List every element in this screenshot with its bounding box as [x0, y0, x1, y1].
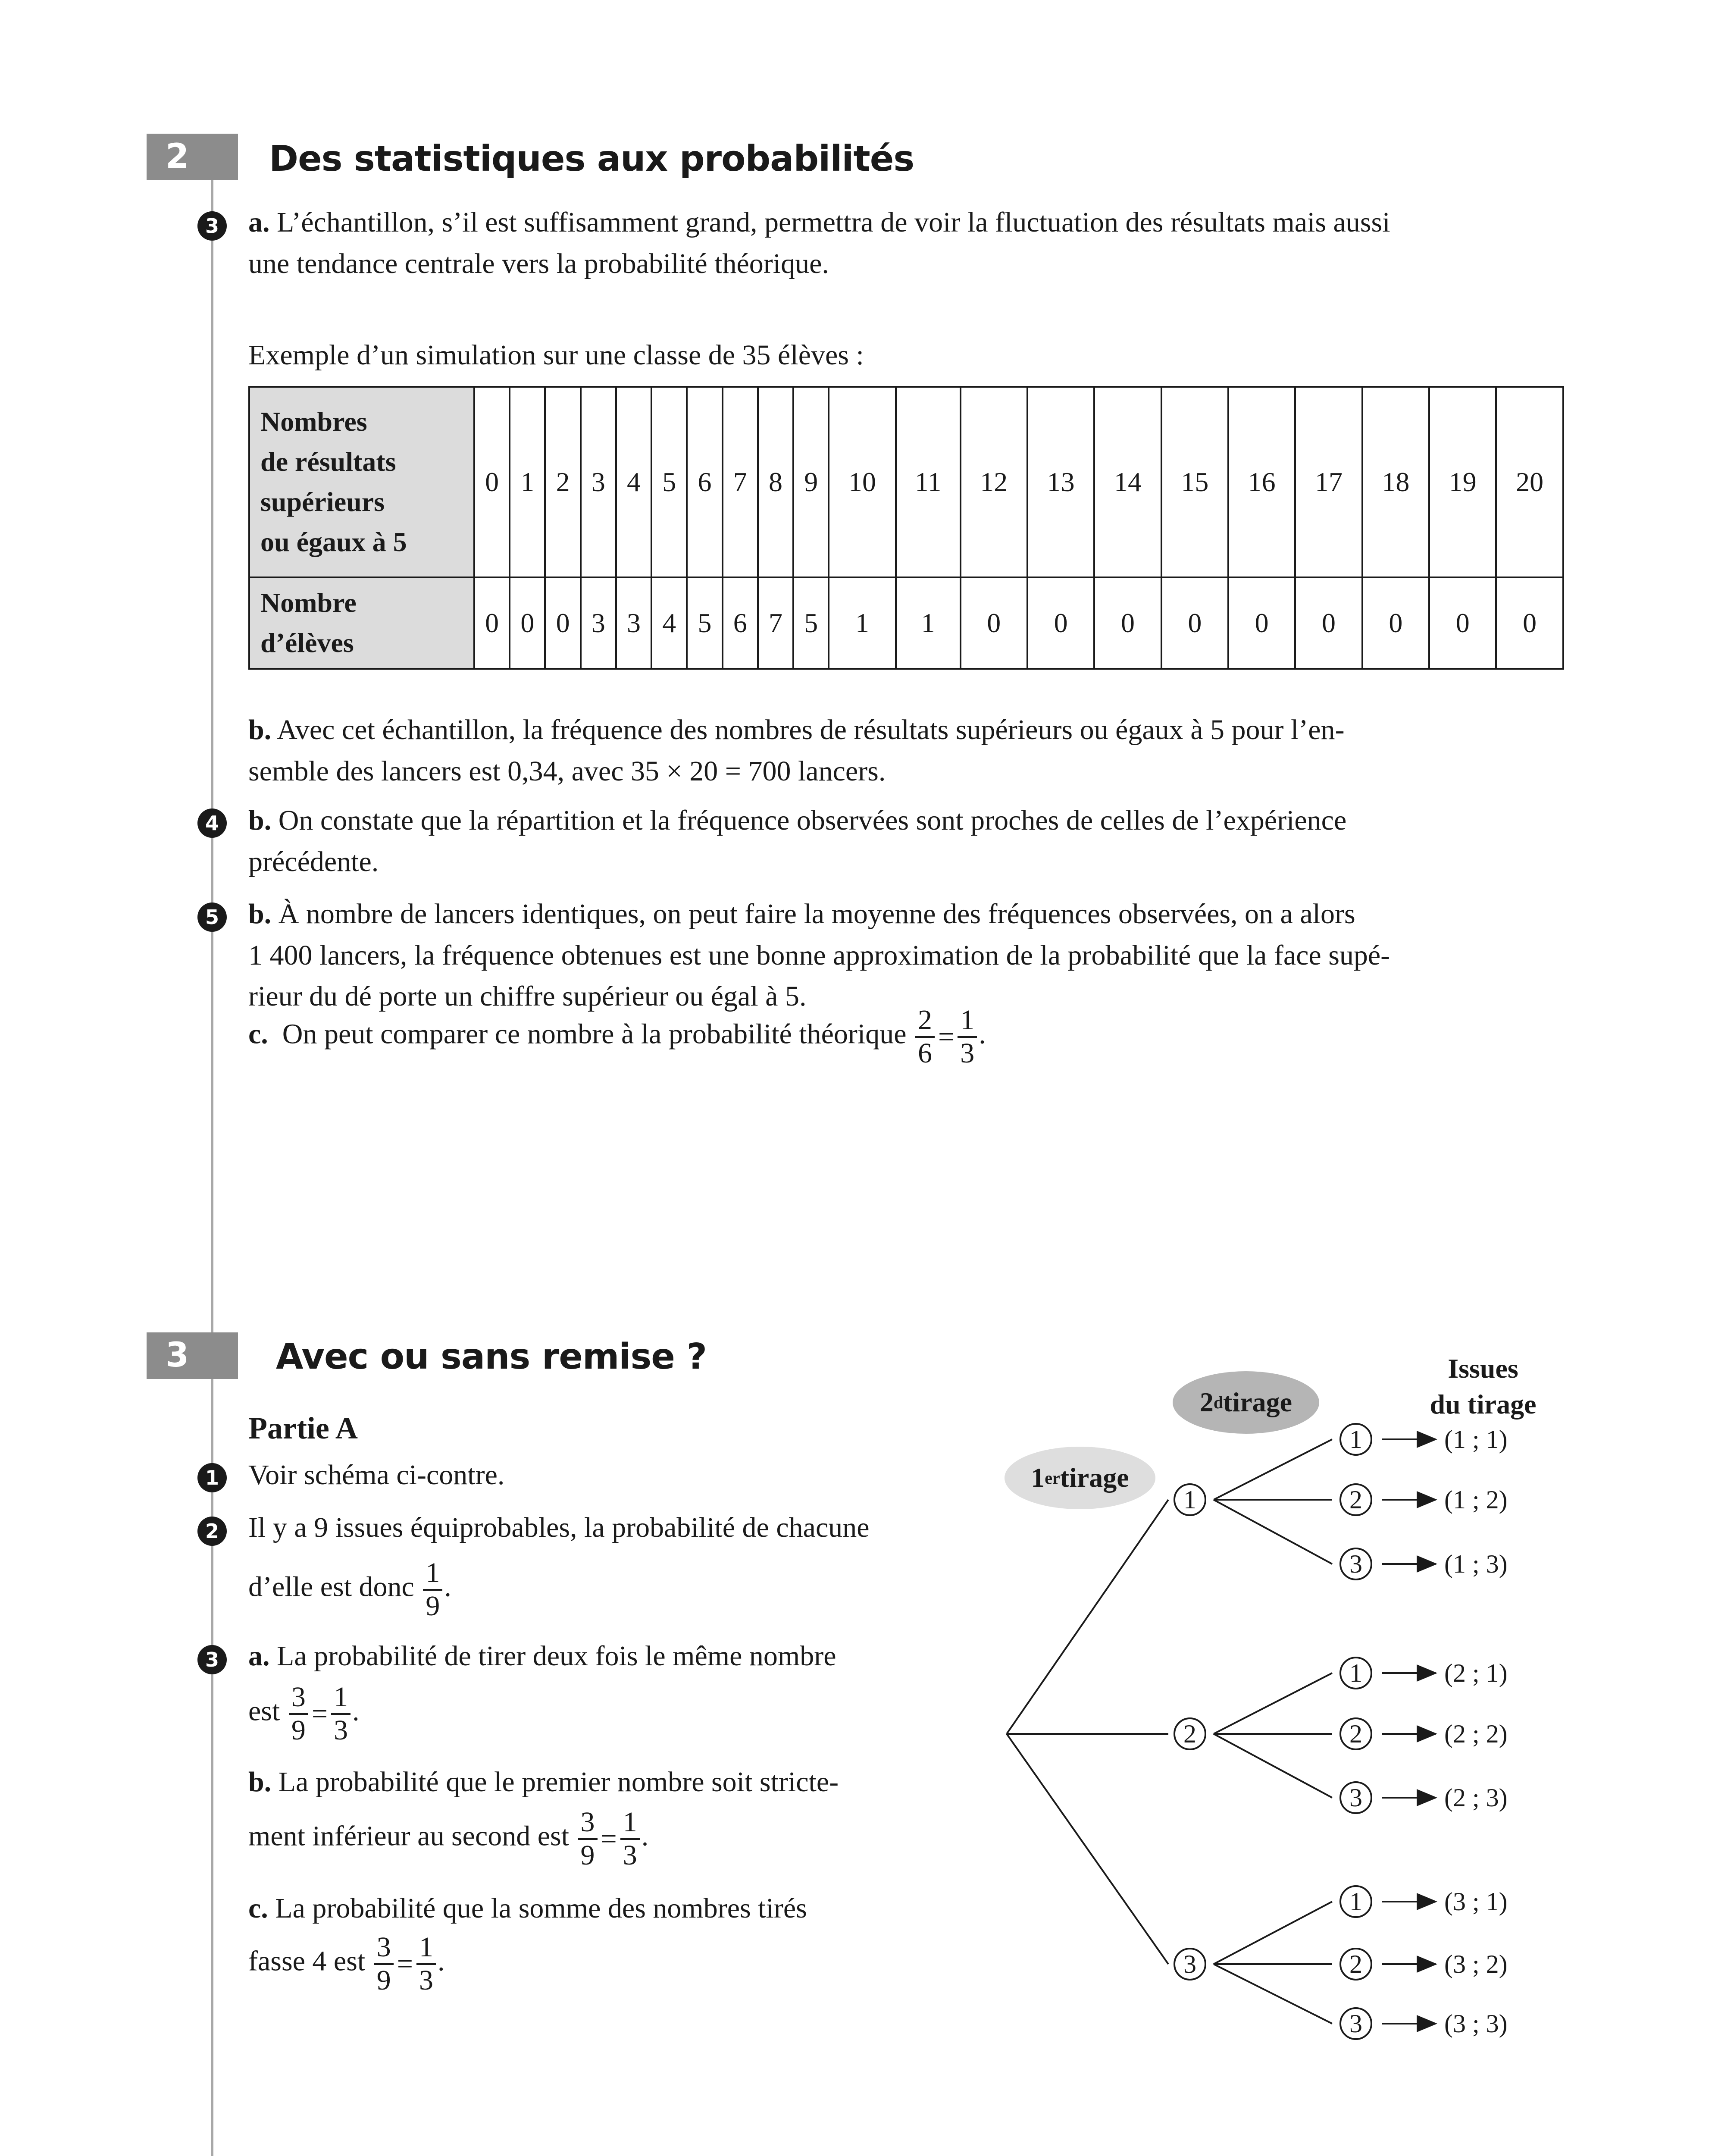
section-title: Avec ou sans remise ?	[276, 1336, 707, 1377]
table-cell: 0	[474, 577, 510, 669]
question-bullet: 5	[197, 903, 227, 932]
table-cell: 5	[793, 577, 829, 669]
table-cell: 16	[1228, 387, 1295, 577]
fraction: $\frac{1}{3}$	[620, 1807, 640, 1871]
table-cell: 6	[687, 387, 722, 577]
table-cell: 20	[1496, 387, 1563, 577]
table-cell: 15	[1161, 387, 1228, 577]
table-cell: 4	[616, 387, 651, 577]
table-cell: 0	[1362, 577, 1429, 669]
table-cell: 13	[1027, 387, 1094, 577]
question-bullet: 2	[197, 1517, 227, 1546]
answer-line: est $\frac{3}{9}$ = $\frac{1}{3}$ .	[248, 1681, 360, 1746]
answer-paragraph	[248, 202, 1563, 284]
tree-node-level2	[1340, 1658, 1371, 1689]
answer-paragraph	[248, 709, 1563, 792]
answer-line: c. La probabilité que la somme des nombres tirés	[248, 1893, 807, 1924]
answer-line: a. La probabilité de tirer deux fois le même nombre	[248, 1640, 836, 1672]
outcome-label: (2 ; 3)	[1444, 1783, 1508, 1812]
table-cell: 9	[793, 387, 829, 577]
svg-text:3: 3	[1349, 2009, 1362, 2038]
table-cell: 12	[961, 387, 1027, 577]
table-cell: 0	[1228, 577, 1295, 669]
results-table	[248, 386, 1564, 670]
table-cell: 0	[1429, 577, 1496, 669]
question-bullet: 3	[197, 1645, 227, 1674]
tree-node-level2	[1340, 1886, 1371, 1917]
table-cell: 19	[1429, 387, 1496, 577]
tree-node-level2	[1340, 1718, 1371, 1749]
table-cell: 10	[829, 387, 895, 577]
svg-text:2: 2	[1349, 1720, 1362, 1748]
table-cell: 0	[1027, 577, 1094, 669]
tree-node-level2	[1340, 1949, 1371, 1980]
tree-node-level2	[1340, 1424, 1371, 1455]
question-bullet: 4	[197, 808, 227, 838]
tree-branch	[1214, 1673, 1332, 1734]
fraction: $\frac{3}{9}$	[374, 1932, 394, 1996]
svg-text:3: 3	[1183, 1950, 1196, 1978]
table-cell: 18	[1362, 387, 1429, 577]
answer-line: b. La probabilité que le premier nombre soit stricte-	[248, 1766, 839, 1798]
tree-node-level1	[1174, 1949, 1205, 1980]
table-cell: 4	[651, 577, 687, 669]
tree-node-level2	[1340, 1548, 1371, 1579]
answer-line: c. On peut comparer ce nombre à la probabilité théorique $\frac{2}{6}$ = $\frac{1}{3}$ .	[248, 1004, 986, 1069]
table-cell: 0	[474, 387, 510, 577]
answer-label: b.	[248, 805, 272, 836]
text-line: À nombre de lancers identiques, on peut faire la moyenne des fréquences observées, on a alors	[278, 898, 1355, 930]
svg-text:2: 2	[1349, 1950, 1362, 1978]
tree-node-level1	[1174, 1484, 1205, 1515]
table-cell: 3	[581, 387, 616, 577]
text-line: rieur du dé porte un chiffre supérieur ou égal à 5.	[248, 981, 807, 1012]
fraction: $\frac{1}{3}$	[331, 1682, 351, 1746]
svg-text:3: 3	[1349, 1550, 1362, 1578]
table-cell: 0	[1094, 577, 1161, 669]
table-cell: 8	[758, 387, 793, 577]
fraction: $\frac{1}{3}$	[416, 1932, 436, 1996]
part-heading: Partie A	[248, 1411, 358, 1445]
outcome-label: (3 ; 1)	[1444, 1887, 1508, 1916]
answer-line: fasse 4 est $\frac{3}{9}$ = $\frac{1}{3}$ .	[248, 1931, 445, 1996]
tree-branch	[1214, 1500, 1332, 1564]
outcome-label: (3 ; 3)	[1444, 2009, 1508, 2038]
section-number: 2	[166, 137, 189, 176]
outcome-label: (3 ; 2)	[1444, 1950, 1508, 1978]
table-cell: 14	[1094, 387, 1161, 577]
answer-label: c.	[248, 1018, 268, 1050]
fraction: $\frac{3}{9}$	[578, 1807, 598, 1871]
answer-paragraph	[248, 800, 1563, 882]
first-draw-label: 1 er tirage	[1005, 1447, 1155, 1509]
fraction: $\frac{3}{9}$	[289, 1682, 308, 1746]
answer-line: d’elle est donc $\frac{1}{9}$ .	[248, 1557, 451, 1622]
section-number-box	[147, 1332, 238, 1379]
svg-text:1: 1	[1349, 1659, 1362, 1687]
table-cell: 0	[1496, 577, 1563, 669]
answer-label: a.	[248, 207, 270, 238]
answer-line: Il y a 9 issues équiprobables, la probabilité de chacune	[248, 1512, 870, 1543]
text-line: 1 400 lancers, la fréquence obtenues est une bonne approximation de la probabilité que la face supé-	[248, 939, 1390, 971]
outcome-label: (2 ; 1)	[1444, 1659, 1508, 1687]
svg-text:2: 2	[1183, 1720, 1196, 1748]
table-row	[249, 387, 1563, 577]
row-header: Nombres de résultats supérieurs ou égaux à 5	[249, 387, 474, 577]
answer-line: ment inférieur au second est $\frac{3}{9}$ = $\frac{1}{3}$ .	[248, 1806, 649, 1871]
outcome-label: (1 ; 1)	[1444, 1425, 1508, 1454]
table-cell: 3	[581, 577, 616, 669]
answer-label: b.	[248, 714, 272, 746]
tree-node-level2	[1340, 2008, 1371, 2039]
table-cell: 0	[1295, 577, 1362, 669]
answer-line: Voir schéma ci-contre.	[248, 1459, 505, 1491]
tree-node-level1	[1174, 1718, 1205, 1749]
outcomes-heading: Issues du tirage	[1430, 1353, 1537, 1420]
table-cell: 7	[723, 387, 758, 577]
table-cell: 11	[896, 387, 961, 577]
tree-branch	[1007, 1734, 1168, 1964]
svg-text:3: 3	[1349, 1783, 1362, 1812]
table-cell: 5	[687, 577, 722, 669]
text-line: semble des lancers est 0,34, avec 35 × 20 = 700 lancers.	[248, 755, 886, 787]
table-cell: 5	[651, 387, 687, 577]
table-cell: 3	[616, 577, 651, 669]
example-caption: Exemple d’un simulation sur une classe de 35 élèves :	[248, 339, 864, 371]
fraction: $\frac{1}{3}$	[958, 1005, 977, 1069]
probability-tree	[992, 1414, 1681, 2061]
section-title: Des statistiques aux probabilités	[269, 138, 914, 179]
table-cell: 0	[1161, 577, 1228, 669]
svg-text:1: 1	[1349, 1887, 1362, 1916]
answer-paragraph	[248, 893, 1563, 1017]
tree-branch	[1214, 1439, 1332, 1500]
svg-text:1: 1	[1349, 1425, 1362, 1454]
table-cell: 2	[545, 387, 580, 577]
outcome-label: (2 ; 2)	[1444, 1720, 1508, 1748]
text-line: précédente.	[248, 846, 379, 877]
table-cell: 7	[758, 577, 793, 669]
tree-branch	[1214, 1964, 1332, 2024]
text-line: une tendance centrale vers la probabilité théorique.	[248, 248, 829, 279]
text-line: L’échantillon, s’il est suffisamment grand, permettra de voir la fluctuation des résultats mais aussi	[277, 207, 1390, 238]
table-row	[249, 577, 1563, 669]
table-cell: 1	[510, 387, 545, 577]
question-bullet: 3	[197, 211, 227, 241]
text-line: Avec cet échantillon, la fréquence des nombres de résultats supérieurs ou égaux à 5 pour l’en-	[277, 714, 1345, 746]
fraction: $\frac{2}{6}$	[915, 1005, 935, 1069]
margin-rule	[211, 177, 213, 2156]
svg-text:1: 1	[1183, 1485, 1196, 1514]
tree-branch	[1214, 1734, 1332, 1798]
section-number-box	[147, 134, 238, 180]
tree-branch	[1214, 1902, 1332, 1964]
section-number: 3	[166, 1336, 189, 1375]
tree-branch	[1007, 1500, 1168, 1734]
table-cell: 0	[510, 577, 545, 669]
answer-label: b.	[248, 898, 272, 930]
table-cell: 17	[1295, 387, 1362, 577]
tree-node-level2	[1340, 1782, 1371, 1813]
outcome-label: (1 ; 3)	[1444, 1550, 1508, 1578]
table-cell: 1	[829, 577, 895, 669]
outcome-label: (1 ; 2)	[1444, 1485, 1508, 1514]
table-cell: 0	[545, 577, 580, 669]
tree-node-level2	[1340, 1484, 1371, 1515]
fraction: $\frac{1}{9}$	[423, 1557, 442, 1622]
table-cell: 6	[723, 577, 758, 669]
text-line: On constate que la répartition et la fréquence observées sont proches de celles de l’expérience	[278, 805, 1347, 836]
text-line: On peut comparer ce nombre à la probabilité théorique	[282, 1018, 907, 1050]
second-draw-label: 2 d tirage	[1173, 1371, 1319, 1434]
question-bullet: 1	[197, 1463, 227, 1492]
svg-text:2: 2	[1349, 1485, 1362, 1514]
row-header: Nombre d’élèves	[249, 577, 474, 669]
table-cell: 0	[961, 577, 1027, 669]
table-cell: 1	[896, 577, 961, 669]
